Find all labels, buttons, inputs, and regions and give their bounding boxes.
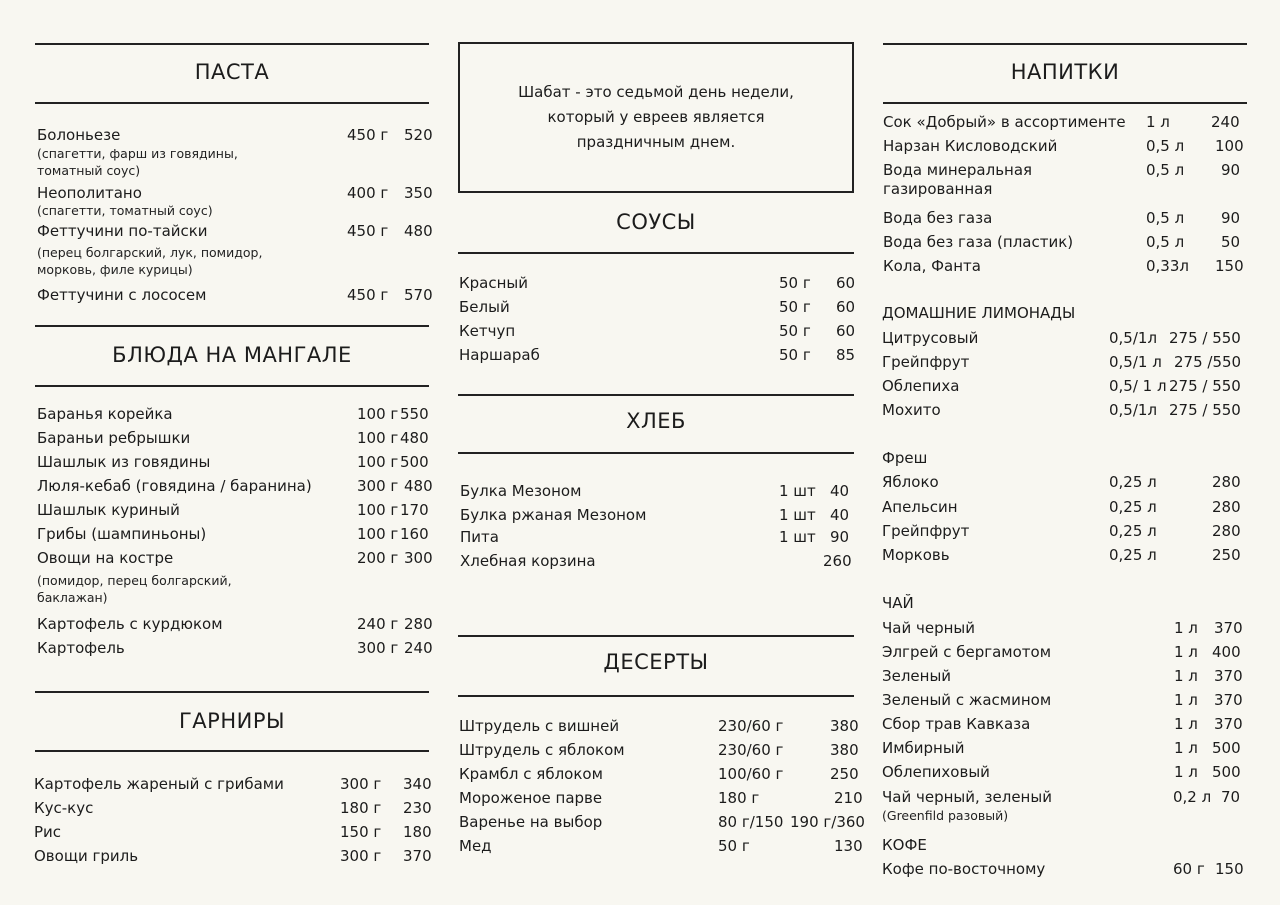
menu-item [460,525,850,549]
menu-item [37,219,433,243]
item-price: 60 [836,322,856,340]
menu-item [882,785,1241,809]
item-price: 60 [836,298,856,316]
item-name: Красный [459,274,529,292]
menu-item [459,319,856,343]
item-name: Имбирный [882,739,965,757]
item-name: Мохито [882,401,941,419]
item-price: 350 [404,184,433,202]
item-qty: 100 г [357,429,399,447]
menu-item [460,479,850,503]
item-price: 340 [403,775,432,793]
menu-item [459,786,863,810]
item-qty: 50 г [779,322,811,340]
menu-item [882,736,1241,760]
menu-item [37,123,433,147]
subsection-title-tea: ЧАЙ [882,594,914,612]
item-name: Зеленый с жасмином [882,691,1052,709]
item-name: Картофель [37,639,125,657]
item-name: Пита [460,528,499,546]
menu-item [459,714,859,738]
item-name: Вода без газа [883,209,993,227]
item-price: 370 [403,847,432,865]
item-price: 240 [1211,113,1240,131]
item-qty: 0,5/1л [1109,329,1158,347]
item-qty: 50 г [779,298,811,316]
item-price: 90 [830,528,850,546]
item-price: 275 / 550 [1169,329,1241,347]
item-name: Яблоко [882,473,939,491]
divider [35,385,429,387]
item-qty: 450 г [347,126,389,144]
item-qty: 1 л [1174,643,1198,661]
item-price: 500 [1212,739,1241,757]
menu-item [459,343,856,367]
item-name: Грейпфрут [882,522,970,540]
item-price: 85 [836,346,856,364]
item-name: Варенье на выбор [459,813,603,831]
menu-item [37,474,433,498]
item-name: Облепиховый [882,763,990,781]
item-price: 40 [830,482,850,500]
item-price: 180 [403,823,432,841]
item-name-continued: газированная [883,180,993,198]
menu-item [459,295,856,319]
item-price: 260 [823,552,852,570]
section-title-sauces: СОУСЫ [616,210,696,234]
item-name: Картофель с курдюком [37,615,223,633]
item-qty: 1 л [1174,619,1198,637]
item-qty: 50 г [718,837,750,855]
divider [35,691,429,693]
divider [458,394,854,396]
menu-item [882,519,1241,543]
item-name: Штрудель с вишней [459,717,620,735]
menu-item [883,254,1244,278]
item-qty: 50 г [779,346,811,364]
item-price: 400 [1212,643,1241,661]
menu-item [37,522,429,546]
item-qty: 100 г [357,453,399,471]
item-name: Неополитано [37,184,142,202]
item-qty: 0,25 л [1109,522,1157,540]
item-price: 480 [404,477,433,495]
item-name: Кола, Фанта [883,257,981,275]
item-name: Шашлык куриный [37,501,180,519]
section-title-desserts: ДЕСЕРТЫ [603,650,709,674]
item-price: 210 [834,789,863,807]
divider [35,325,429,327]
item-price: 150 [1215,257,1244,275]
item-name: Штрудель с яблоком [459,741,625,759]
item-description: (перец болгарский, лук, помидор, морковь, филе курицы) [37,245,263,277]
menu-item [37,426,429,450]
item-qty: 450 г [347,286,389,304]
item-qty: 100/60 г [718,765,784,783]
menu-item [459,738,859,762]
item-price: 40 [830,506,850,524]
section-title-grill: БЛЮДА НА МАНГАЛЕ [112,343,352,367]
menu-item [37,498,429,522]
subsection-title-coffee: КОФЕ [882,836,927,854]
item-name: Сок «Добрый» в ассортименте [883,113,1126,131]
item-price: 275 / 550 [1169,401,1241,419]
item-name: Люля-кебаб (говядина / баранина) [37,477,312,495]
divider [35,102,429,104]
menu-item [34,772,432,796]
item-price: 130 [834,837,863,855]
menu-item [882,688,1243,712]
item-name: Крамбл с яблоком [459,765,603,783]
item-qty: 1 шт [779,506,816,524]
menu-item [460,503,850,527]
item-qty: 1 л [1174,667,1198,685]
item-price: 240 [404,639,433,657]
item-name: Морковь [882,546,950,564]
menu-item [882,640,1241,664]
item-name: Белый [459,298,510,316]
item-name: Вода минеральная [883,161,1033,179]
item-price: 570 [404,286,433,304]
item-qty: 1 л [1174,739,1198,757]
section-title-garnish: ГАРНИРЫ [178,709,286,733]
item-qty: 1 шт [779,482,816,500]
item-name: Кофе по-восточному [882,860,1046,878]
menu-item [37,402,429,426]
item-price: 90 [1221,209,1241,227]
item-name: Чай черный [882,619,976,637]
divider [883,102,1247,104]
item-description: (помидор, перец болгарский, баклажан) [37,573,232,605]
item-name: Овощи на костре [37,549,174,567]
item-qty: 300 г [357,477,399,495]
item-price: 480 [404,222,433,240]
divider [35,43,429,45]
item-qty: 100 г [357,525,399,543]
menu-item [34,844,432,868]
menu-item [882,398,1241,422]
item-name: Мед [459,837,492,855]
divider [458,252,854,254]
divider [458,635,854,637]
item-qty: 50 г [779,274,811,292]
item-qty: 0,2 л [1173,788,1212,806]
menu-item [883,134,1244,158]
menu-item [459,762,859,786]
item-price: 500 [400,453,429,471]
item-name: Нарзан Кисловодский [883,137,1058,155]
item-name: Вода без газа (пластик) [883,233,1074,251]
section-title-pasta: ПАСТА [194,60,270,84]
menu-item [882,350,1242,374]
item-price: 370 [1214,667,1243,685]
item-qty: 0,5 л [1146,233,1185,251]
item-price: 60 [836,274,856,292]
menu-item [37,450,429,474]
item-name: Болоньезе [37,126,121,144]
item-name: Апельсин [882,498,958,516]
item-name: Феттучини с лососем [37,286,207,304]
subsection-title-fresh: Фреш [882,449,928,467]
menu-item [882,712,1243,736]
menu-item [882,374,1241,398]
item-price: 275 / 550 [1169,377,1241,395]
section-title-bread: ХЛЕБ [626,409,686,433]
item-price: 150 [1215,860,1244,878]
item-qty: 1 шт [779,528,816,546]
item-name: Зеленый [882,667,952,685]
item-price: 370 [1214,619,1243,637]
item-qty: 150 г [340,823,382,841]
menu-item [882,543,1241,567]
menu-item [882,326,1241,350]
item-qty: 400 г [347,184,389,202]
item-name: Бараньи ребрышки [37,429,191,447]
item-qty: 0,5 л [1146,137,1185,155]
menu-item [883,230,1241,254]
item-qty: 100 г [357,405,399,423]
shabbat-quote: Шабат - это седьмой день недели, который у евреев является праздничным днем. [518,83,794,151]
item-price: 500 [1212,763,1241,781]
divider [35,750,429,752]
item-qty: 1 л [1146,113,1170,131]
item-qty: 0,25 л [1109,498,1157,516]
item-qty: 0,5/ 1 л [1109,377,1167,395]
item-name: Чай черный, зеленый [882,788,1052,806]
item-price: 160 [400,525,429,543]
item-price: 275 /550 [1174,353,1242,371]
item-name: Булка Мезоном [460,482,582,500]
item-name: Грейпфрут [882,353,970,371]
item-qty: 180 г [340,799,382,817]
item-qty: 0,5/1 л [1109,353,1162,371]
item-name: Шашлык из говядины [37,453,211,471]
item-price: 250 [830,765,859,783]
item-price: 190 г/360 [790,813,865,831]
item-name: Булка ржаная Мезоном [460,506,647,524]
item-description: (спагетти, фарш из говядины, томатный соус) [37,146,238,178]
item-name: Сбор трав Кавказа [882,715,1031,733]
item-price: 370 [1214,715,1243,733]
item-qty: 0,5/1л [1109,401,1158,419]
menu-item [882,664,1243,688]
menu-item [882,616,1243,640]
item-qty: 1 л [1174,763,1198,781]
item-name: Кетчуп [459,322,516,340]
item-qty: 200 г [357,549,399,567]
menu-item [459,271,856,295]
item-price: 250 [1212,546,1241,564]
item-price: 280 [404,615,433,633]
menu-item [37,636,433,660]
item-qty: 80 г/150 [718,813,784,831]
item-name: Рис [34,823,62,841]
menu-item [37,612,433,636]
item-qty: 0,5 л [1146,209,1185,227]
menu-item [882,857,1244,881]
item-price: 380 [830,717,859,735]
divider [458,452,854,454]
item-qty: 60 г [1173,860,1205,878]
menu-item [34,796,432,820]
item-qty: 300 г [340,847,382,865]
item-price: 280 [1212,522,1241,540]
item-qty: 240 г [357,615,399,633]
section-title-drinks: НАПИТКИ [1010,60,1120,84]
item-description: (Greenfild разовый) [882,808,1009,823]
menu-item [883,206,1241,230]
item-price: 280 [1212,473,1241,491]
subsection-title-lemonades: ДОМАШНИЕ ЛИМОНАДЫ [882,304,1076,322]
menu-item [882,495,1241,519]
item-description: (спагетти, томатный соус) [37,203,213,218]
item-price: 300 [404,549,433,567]
item-qty: 230/60 г [718,717,784,735]
item-qty: 450 г [347,222,389,240]
menu-item [882,760,1241,784]
item-name: Хлебная корзина [460,552,596,570]
item-price: 480 [400,429,429,447]
item-price: 230 [403,799,432,817]
item-name: Кус-кус [34,799,94,817]
item-price: 280 [1212,498,1241,516]
menu-item [34,820,432,844]
item-price: 70 [1221,788,1241,806]
item-name: Баранья корейка [37,405,173,423]
menu-item [37,283,433,307]
item-name: Наршараб [459,346,540,364]
item-price: 50 [1221,233,1241,251]
item-qty: 100 г [357,501,399,519]
item-name: Грибы (шампиньоны) [37,525,207,543]
menu-item [459,834,863,858]
item-name: Облепиха [882,377,960,395]
item-qty: 0,33л [1146,257,1189,275]
item-name: Цитрусовый [882,329,979,347]
item-price: 520 [404,126,433,144]
item-price: 550 [400,405,429,423]
item-price: 100 [1215,137,1244,155]
item-qty: 300 г [340,775,382,793]
divider [458,695,854,697]
item-qty: 0,25 л [1109,473,1157,491]
item-qty: 180 г [718,789,760,807]
item-name: Феттучини по-тайски [37,222,208,240]
menu-item [883,110,1240,134]
menu-item [459,810,865,834]
menu-item [882,470,1241,494]
item-price: 370 [1214,691,1243,709]
item-qty: 0,25 л [1109,546,1157,564]
menu-item [460,549,852,573]
item-name: Элгрей с бергамотом [882,643,1052,661]
item-qty: 1 л [1174,715,1198,733]
item-price: 90 [1221,161,1241,179]
item-qty: 0,5 л [1146,161,1185,179]
item-name: Картофель жареный с грибами [34,775,284,793]
divider [883,43,1247,45]
menu-item [37,546,433,570]
item-qty: 300 г [357,639,399,657]
item-name: Овощи гриль [34,847,139,865]
item-qty: 1 л [1174,691,1198,709]
item-name: Мороженое парве [459,789,603,807]
item-qty: 230/60 г [718,741,784,759]
item-price: 170 [400,501,429,519]
item-price: 380 [830,741,859,759]
